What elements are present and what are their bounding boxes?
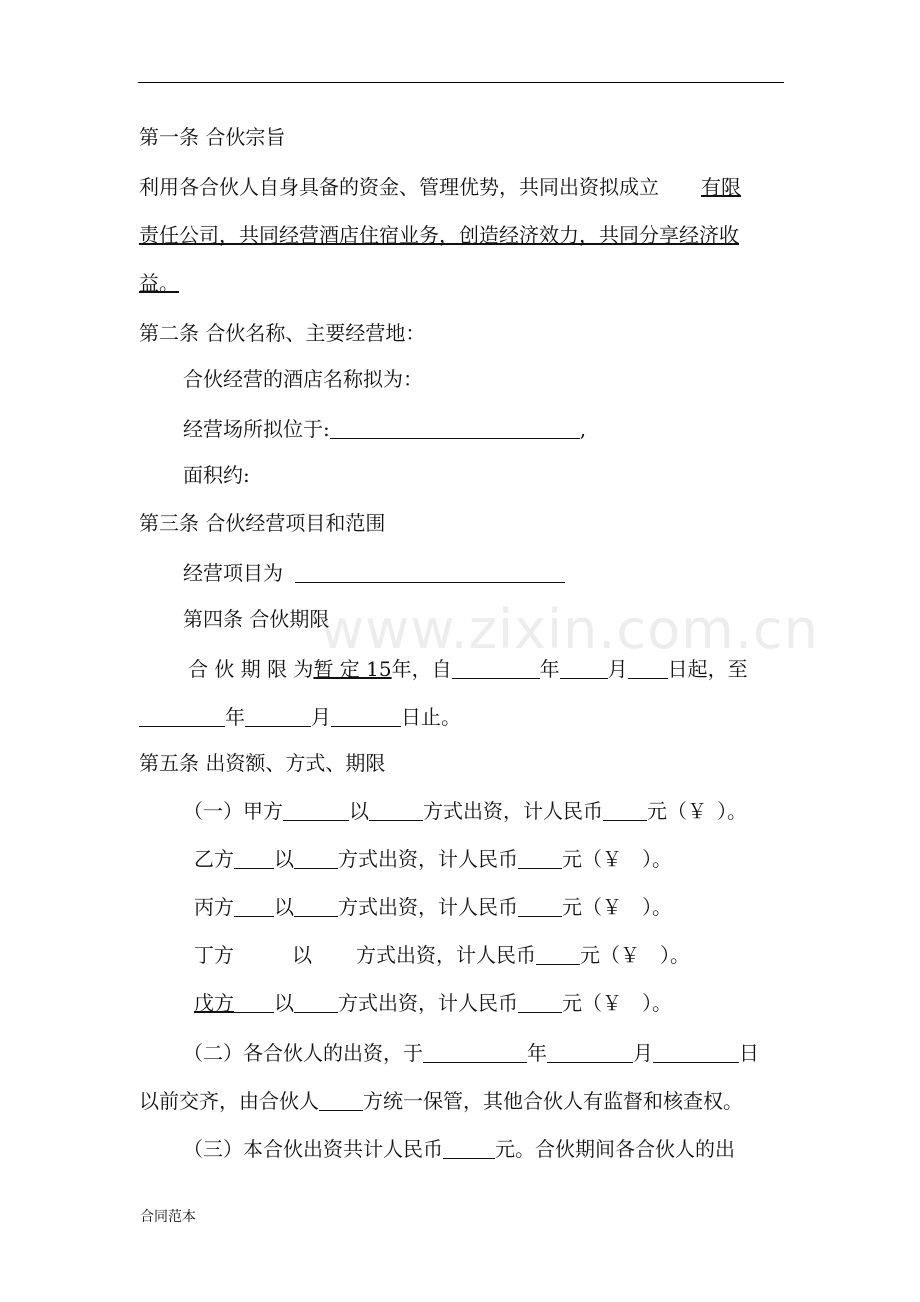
article-1-title: 第一条 合伙宗旨: [139, 125, 286, 149]
article-1-line-3: 益。: [139, 271, 179, 295]
contribution-jia: （一）甲方 以 方式出资，计人民币 元（￥ ）。: [183, 799, 747, 823]
contribution-ding: 丁方 以 方式出资，计人民币 元（￥ ）。: [194, 943, 690, 967]
total-capital-line: （三）本合伙出资共计人民币 元。合伙期间各合伙人的出: [183, 1137, 735, 1161]
article-2-title: 第二条 合伙名称、主要经营地：: [139, 321, 426, 345]
payment-deadline-line-1: （二）各合伙人的出资，于 年 月 日: [183, 1041, 759, 1065]
term-line-2: 年 月 日止。: [139, 704, 461, 730]
site-line: 经营场所拟位于: ,: [183, 417, 587, 441]
hotel-name-line: 合伙经营的酒店名称拟为：: [183, 367, 423, 391]
contribution-wu: 戊方 以 方式出资，计人民币 元（￥ ）。: [194, 991, 672, 1015]
site-blank[interactable]: [330, 418, 580, 439]
area-line: 面积约:: [183, 463, 250, 487]
article-3-title: 第三条 合伙经营项目和范围: [139, 511, 386, 535]
payment-deadline-line-2: 以前交齐，由合伙人 方统一保管，其他合伙人有监督和核查权。: [139, 1089, 743, 1113]
article-4-title: 第四条 合伙期限: [183, 607, 330, 631]
article-1-line-1: 利用各合伙人自身具备的资金、管理优势，共同出资拟成立 有限: [139, 175, 741, 199]
header-rule: [138, 82, 784, 83]
article-1-line-2: 责任公司，共同经营酒店住宿业务，创造经济效力，共同分享经济收: [139, 223, 739, 247]
article-5-title: 第五条 出资额、方式、期限: [139, 751, 386, 775]
contribution-bing: 丙方 以 方式出资，计人民币 元（￥ ）。: [194, 895, 672, 919]
scope-line: 经营项目为: [183, 560, 565, 586]
term-line-1: 合 伙 期 限 为暂 定 15年，自 年 月 日起，至: [188, 657, 748, 681]
watermark: www.zixin.com.cn: [320, 598, 819, 661]
scope-blank[interactable]: [295, 562, 565, 583]
contribution-yi: 乙方 以 方式出资，计人民币 元（￥ ）。: [194, 847, 672, 871]
footer-label: 合同范本: [140, 1209, 196, 1225]
